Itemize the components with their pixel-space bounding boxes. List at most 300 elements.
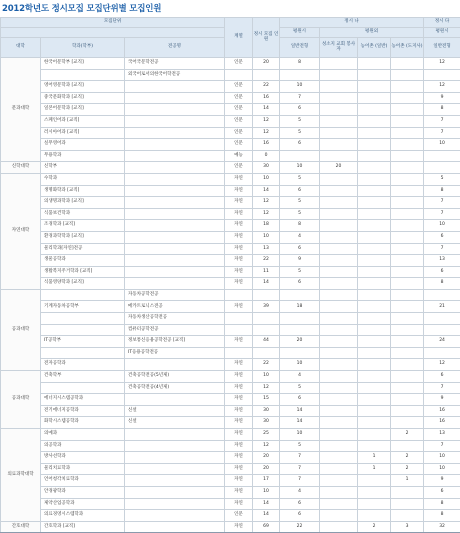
dept-cell: 식품영양학과 [교직] [41, 278, 125, 290]
field-cell: 인문 [225, 92, 253, 104]
total-cell: 22 [253, 255, 280, 267]
header-da-sub: 평원시 [424, 28, 460, 38]
na-agri-cell [320, 336, 358, 348]
ga-cell: 8 [280, 220, 320, 232]
field-cell: 자연 [225, 486, 253, 498]
total-cell: 39 [253, 301, 280, 313]
na-agri-cell [320, 208, 358, 220]
total-cell [253, 69, 280, 81]
table-row [1, 243, 460, 255]
na-rural1-cell [358, 162, 391, 174]
da-cell [424, 69, 460, 81]
header-na: 정시 나 [280, 18, 424, 28]
na-agri-cell [320, 231, 358, 243]
na-agri-cell [320, 417, 358, 429]
da-cell: 9 [424, 394, 460, 406]
table-row [1, 510, 460, 522]
dept-cell: 물리치료학과 [41, 463, 125, 475]
major-cell [125, 510, 225, 522]
table-row [1, 429, 460, 441]
total-cell: 14 [253, 498, 280, 510]
dept-cell: 중국문화학과 [교직] [41, 92, 125, 104]
na-rural2-cell [391, 255, 424, 267]
da-cell: 8 [424, 278, 460, 290]
field-cell: 자연 [225, 301, 253, 313]
header-total: 정시 모집 인원 [253, 18, 280, 58]
na-rural1-cell [358, 371, 391, 383]
na-rural2-cell [391, 220, 424, 232]
major-cell [125, 394, 225, 406]
total-cell: 25 [253, 429, 280, 441]
na-rural1-cell: 1 [358, 463, 391, 475]
header-field: 계열 [225, 18, 253, 58]
field-cell: 자연 [225, 405, 253, 417]
table-row [1, 289, 460, 301]
field-cell: 자연 [225, 278, 253, 290]
dept-cell: 간호학과 [교직] [41, 521, 125, 533]
college-cell: 문과대학 [1, 58, 41, 162]
major-cell [125, 266, 225, 278]
na-agri-cell [320, 324, 358, 336]
total-cell: 12 [253, 115, 280, 127]
da-cell: 8 [424, 498, 460, 510]
table-row [1, 301, 460, 313]
dept-cell: 화학시스템공학과 [41, 417, 125, 429]
field-cell: 자연 [225, 417, 253, 429]
field-cell: 자연 [225, 440, 253, 452]
total-cell: 44 [253, 336, 280, 348]
field-cell: 자연 [225, 452, 253, 464]
na-rural2-cell [391, 510, 424, 522]
table-row [1, 139, 460, 151]
da-cell: 24 [424, 336, 460, 348]
table-row [1, 382, 460, 394]
ga-cell: 9 [280, 255, 320, 267]
field-cell: 자연 [225, 197, 253, 209]
dept-cell [41, 313, 125, 325]
da-cell: 7 [424, 127, 460, 139]
total-cell: 14 [253, 185, 280, 197]
na-rural1-cell [358, 69, 391, 81]
college-cell: 공과대학 [1, 289, 41, 370]
field-cell: 자연 [225, 243, 253, 255]
na-rural2-cell [391, 185, 424, 197]
major-cell [125, 278, 225, 290]
ga-cell [280, 289, 320, 301]
na-agri-cell [320, 463, 358, 475]
da-cell: 7 [424, 243, 460, 255]
field-cell: 자연 [225, 394, 253, 406]
major-cell: 국어국문학전공 [125, 58, 225, 70]
na-rural2-cell [391, 115, 424, 127]
na-rural1-cell [358, 220, 391, 232]
header-na-rural1: 농어촌 (일반) [358, 38, 391, 58]
na-rural2-cell [391, 347, 424, 359]
major-cell: 정보통신응용공학전공 [교직] [125, 336, 225, 348]
field-cell: 인문 [225, 104, 253, 116]
ga-cell [280, 347, 320, 359]
major-cell [125, 115, 225, 127]
dept-cell: 신학부 [41, 162, 125, 174]
na-agri-cell [320, 173, 358, 185]
na-rural1-cell [358, 440, 391, 452]
na-rural2-cell [391, 301, 424, 313]
na-agri-cell [320, 127, 358, 139]
field-cell: 자연 [225, 173, 253, 185]
na-agri-cell [320, 394, 358, 406]
ga-cell: 5 [280, 208, 320, 220]
table-row [1, 92, 460, 104]
na-rural1-cell [358, 394, 391, 406]
da-cell: 10 [424, 452, 460, 464]
header-na-rural2: 농어촌 (도지사) [391, 38, 424, 58]
na-rural1-cell [358, 429, 391, 441]
na-rural1-cell [358, 336, 391, 348]
major-cell [125, 92, 225, 104]
na-agri-cell [320, 359, 358, 371]
major-cell [125, 452, 225, 464]
da-cell: 10 [424, 139, 460, 151]
total-cell: 22 [253, 81, 280, 93]
dept-cell [41, 347, 125, 359]
na-rural2-cell [391, 266, 424, 278]
table-row [1, 69, 460, 81]
na-agri-cell [320, 382, 358, 394]
da-cell: 12 [424, 58, 460, 70]
total-cell [253, 324, 280, 336]
da-cell: 12 [424, 359, 460, 371]
na-rural2-cell [391, 371, 424, 383]
dept-cell: 생물공학과 [41, 255, 125, 267]
ga-cell: 6 [280, 510, 320, 522]
field-cell: 자연 [225, 255, 253, 267]
field-cell: 인문 [225, 81, 253, 93]
dept-cell: 기계자동차공학부 [41, 301, 125, 313]
na-rural2-cell: 1 [391, 475, 424, 487]
na-agri-cell [320, 197, 358, 209]
table-row [1, 313, 460, 325]
major-cell: 메카트로닉스전공 [125, 301, 225, 313]
na-rural1-cell [358, 324, 391, 336]
ga-cell: 10 [280, 162, 320, 174]
dept-cell: 영어영문학과 [교직] [41, 81, 125, 93]
dept-cell: 건축학부 [41, 371, 125, 383]
na-agri-cell [320, 347, 358, 359]
na-rural2-cell [391, 486, 424, 498]
major-cell [125, 139, 225, 151]
table-row [1, 197, 460, 209]
dept-cell: 한국어문학부 [교직] [41, 58, 125, 70]
table-row [1, 231, 460, 243]
na-rural1-cell [358, 173, 391, 185]
na-rural1-cell [358, 185, 391, 197]
major-cell [125, 208, 225, 220]
total-cell: 13 [253, 243, 280, 255]
field-cell: 자연 [225, 266, 253, 278]
table-row [1, 463, 460, 475]
field-cell: 자연 [225, 429, 253, 441]
field-cell [225, 324, 253, 336]
ga-cell: 5 [280, 440, 320, 452]
dept-cell: 에너지시스템공학과 [41, 394, 125, 406]
dept-cell: 언어청각치료학과 [41, 475, 125, 487]
dept-cell: 스페인어과 [교직] [41, 115, 125, 127]
na-rural1-cell [358, 417, 391, 429]
na-agri-cell [320, 475, 358, 487]
ga-cell: 6 [280, 185, 320, 197]
header-dept: 학과(학부) [41, 38, 125, 58]
na-rural2-cell [391, 58, 424, 70]
header-blank [1, 28, 225, 38]
na-rural1-cell [358, 243, 391, 255]
na-rural1-cell [358, 301, 391, 313]
table-row [1, 324, 460, 336]
na-rural2-cell [391, 69, 424, 81]
dept-cell: 안경광학과 [41, 486, 125, 498]
total-cell: 14 [253, 104, 280, 116]
total-cell: 20 [253, 463, 280, 475]
na-rural2-cell [391, 139, 424, 151]
da-cell: 7 [424, 115, 460, 127]
dept-cell [41, 289, 125, 301]
na-rural2-cell [391, 197, 424, 209]
dept-cell: 의료경영시스템학과 [41, 510, 125, 522]
major-cell [125, 440, 225, 452]
table-row [1, 486, 460, 498]
major-cell [125, 486, 225, 498]
na-agri-cell [320, 150, 358, 162]
table-row [1, 115, 460, 127]
na-agri-cell [320, 510, 358, 522]
na-rural2-cell: 2 [391, 452, 424, 464]
da-cell [424, 313, 460, 325]
header-unit: 모집단위 [1, 18, 225, 28]
major-cell [125, 463, 225, 475]
da-cell: 7 [424, 208, 460, 220]
na-rural2-cell [391, 173, 424, 185]
major-cell [125, 197, 225, 209]
na-rural1-cell [358, 278, 391, 290]
table-row [1, 255, 460, 267]
ga-cell: 14 [280, 417, 320, 429]
ga-cell: 7 [280, 92, 320, 104]
table-row [1, 440, 460, 452]
major-cell: 건축공학전공(5년제) [125, 371, 225, 383]
ga-cell: 5 [280, 173, 320, 185]
da-cell: 32 [424, 521, 460, 533]
na-rural2-cell: 3 [391, 521, 424, 533]
ga-cell: 6 [280, 139, 320, 151]
da-cell: 16 [424, 417, 460, 429]
total-cell: 17 [253, 475, 280, 487]
admission-table [0, 17, 460, 533]
table-row [1, 150, 460, 162]
major-cell [125, 359, 225, 371]
major-cell: 외국어로서의한국어학전공 [125, 69, 225, 81]
dept-cell: 환경과학학과 [교직] [41, 231, 125, 243]
college-cell: 간호대학 [1, 521, 41, 533]
na-rural2-cell [391, 359, 424, 371]
na-agri-cell [320, 486, 358, 498]
total-cell: 12 [253, 127, 280, 139]
dept-cell [41, 324, 125, 336]
header-na-sub1: 평원시 [280, 28, 320, 38]
da-cell: 12 [424, 81, 460, 93]
header-college: 대학 [1, 38, 41, 58]
na-rural2-cell [391, 104, 424, 116]
da-cell [424, 162, 460, 174]
field-cell: 인문 [225, 58, 253, 70]
table-row [1, 104, 460, 116]
dept-cell: 전자공학과 [41, 359, 125, 371]
na-rural1-cell: 2 [358, 521, 391, 533]
na-rural2-cell [391, 313, 424, 325]
da-cell: 9 [424, 475, 460, 487]
total-cell: 10 [253, 231, 280, 243]
na-agri-cell [320, 69, 358, 81]
field-cell [225, 69, 253, 81]
dept-cell: 무용학과 [41, 150, 125, 162]
na-agri-cell [320, 521, 358, 533]
na-rural2-cell [391, 289, 424, 301]
ga-cell: 10 [280, 429, 320, 441]
na-agri-cell [320, 405, 358, 417]
ga-cell: 10 [280, 81, 320, 93]
major-cell [125, 173, 225, 185]
dept-cell: IT공학부 [41, 336, 125, 348]
page-title: 2012학년도 정시모집 모집단위별 모집인원 [2, 2, 161, 14]
da-cell: 13 [424, 429, 460, 441]
table-body [1, 58, 460, 533]
college-cell: 의료과학대학 [1, 429, 41, 522]
total-cell: 30 [253, 162, 280, 174]
dept-cell: 의예과 [41, 429, 125, 441]
na-rural1-cell [358, 289, 391, 301]
major-cell: 자동차생산공학전공 [125, 313, 225, 325]
header-da: 정시 다 [424, 18, 460, 28]
dept-cell: 전기에너지공학과 [41, 405, 125, 417]
field-cell: 자연 [225, 359, 253, 371]
total-cell: 12 [253, 382, 280, 394]
ga-cell: 6 [280, 394, 320, 406]
major-cell [125, 185, 225, 197]
dept-cell: 러시아어과 [교직] [41, 127, 125, 139]
ga-cell: 20 [280, 336, 320, 348]
dept-cell: 수학과 [41, 173, 125, 185]
ga-cell [280, 150, 320, 162]
dept-cell: 물리학과[자연]전공 [41, 243, 125, 255]
da-cell: 21 [424, 301, 460, 313]
na-rural1-cell [358, 486, 391, 498]
field-cell: 자연 [225, 498, 253, 510]
table-row [1, 347, 460, 359]
major-cell [125, 127, 225, 139]
na-agri-cell [320, 220, 358, 232]
field-cell: 예능 [225, 150, 253, 162]
na-rural2-cell [391, 92, 424, 104]
total-cell [253, 347, 280, 359]
dept-cell: 방사선학과 [41, 452, 125, 464]
na-rural1-cell [358, 510, 391, 522]
major-cell [125, 255, 225, 267]
na-rural1-cell [358, 266, 391, 278]
da-cell: 5 [424, 173, 460, 185]
major-cell [125, 429, 225, 441]
ga-cell [280, 69, 320, 81]
major-cell: 자동차공학전공 [125, 289, 225, 301]
ga-cell: 8 [280, 58, 320, 70]
table-row [1, 127, 460, 139]
ga-cell: 14 [280, 405, 320, 417]
ga-cell: 5 [280, 382, 320, 394]
total-cell: 12 [253, 440, 280, 452]
major-cell [125, 243, 225, 255]
na-rural2-cell [391, 405, 424, 417]
dept-cell: 제약산업공학과 [41, 498, 125, 510]
total-cell: 18 [253, 220, 280, 232]
ga-cell: 6 [280, 104, 320, 116]
field-cell: 인문 [225, 139, 253, 151]
table-row [1, 81, 460, 93]
dept-cell: 식품보건학과 [41, 208, 125, 220]
ga-cell: 4 [280, 231, 320, 243]
ga-cell: 5 [280, 127, 320, 139]
na-rural2-cell [391, 162, 424, 174]
major-cell: IT응용공학전공 [125, 347, 225, 359]
na-agri-cell [320, 301, 358, 313]
na-rural1-cell [358, 127, 391, 139]
na-rural2-cell [391, 278, 424, 290]
total-cell: 30 [253, 405, 280, 417]
ga-cell: 6 [280, 498, 320, 510]
ga-cell: 22 [280, 521, 320, 533]
college-cell: 공과대학 [1, 371, 41, 429]
na-rural1-cell [358, 197, 391, 209]
table-row [1, 359, 460, 371]
header-major: 전공명 [125, 38, 225, 58]
ga-cell: 18 [280, 301, 320, 313]
field-cell: 자연 [225, 231, 253, 243]
na-agri-cell [320, 440, 358, 452]
da-cell [424, 347, 460, 359]
field-cell: 자연 [225, 475, 253, 487]
na-rural1-cell: 1 [358, 452, 391, 464]
ga-cell: 7 [280, 452, 320, 464]
total-cell [253, 289, 280, 301]
table-row [1, 162, 460, 174]
na-agri-cell [320, 115, 358, 127]
da-cell [424, 324, 460, 336]
ga-cell [280, 313, 320, 325]
header-da-general: 일반전형 [424, 38, 460, 58]
total-cell: 14 [253, 510, 280, 522]
field-cell: 인문 [225, 127, 253, 139]
na-rural2-cell: 2 [391, 463, 424, 475]
dept-cell: 조경학과 [교직] [41, 220, 125, 232]
ga-cell: 7 [280, 463, 320, 475]
field-cell [225, 313, 253, 325]
total-cell: 20 [253, 58, 280, 70]
dept-cell: 의공학과 [41, 440, 125, 452]
da-cell: 9 [424, 92, 460, 104]
college-cell: 신학대학 [1, 162, 41, 174]
table-row [1, 452, 460, 464]
na-rural2-cell [391, 208, 424, 220]
header-ga-general: 일반전형 [280, 38, 320, 58]
table-row [1, 475, 460, 487]
na-rural1-cell [358, 104, 391, 116]
total-cell: 12 [253, 197, 280, 209]
